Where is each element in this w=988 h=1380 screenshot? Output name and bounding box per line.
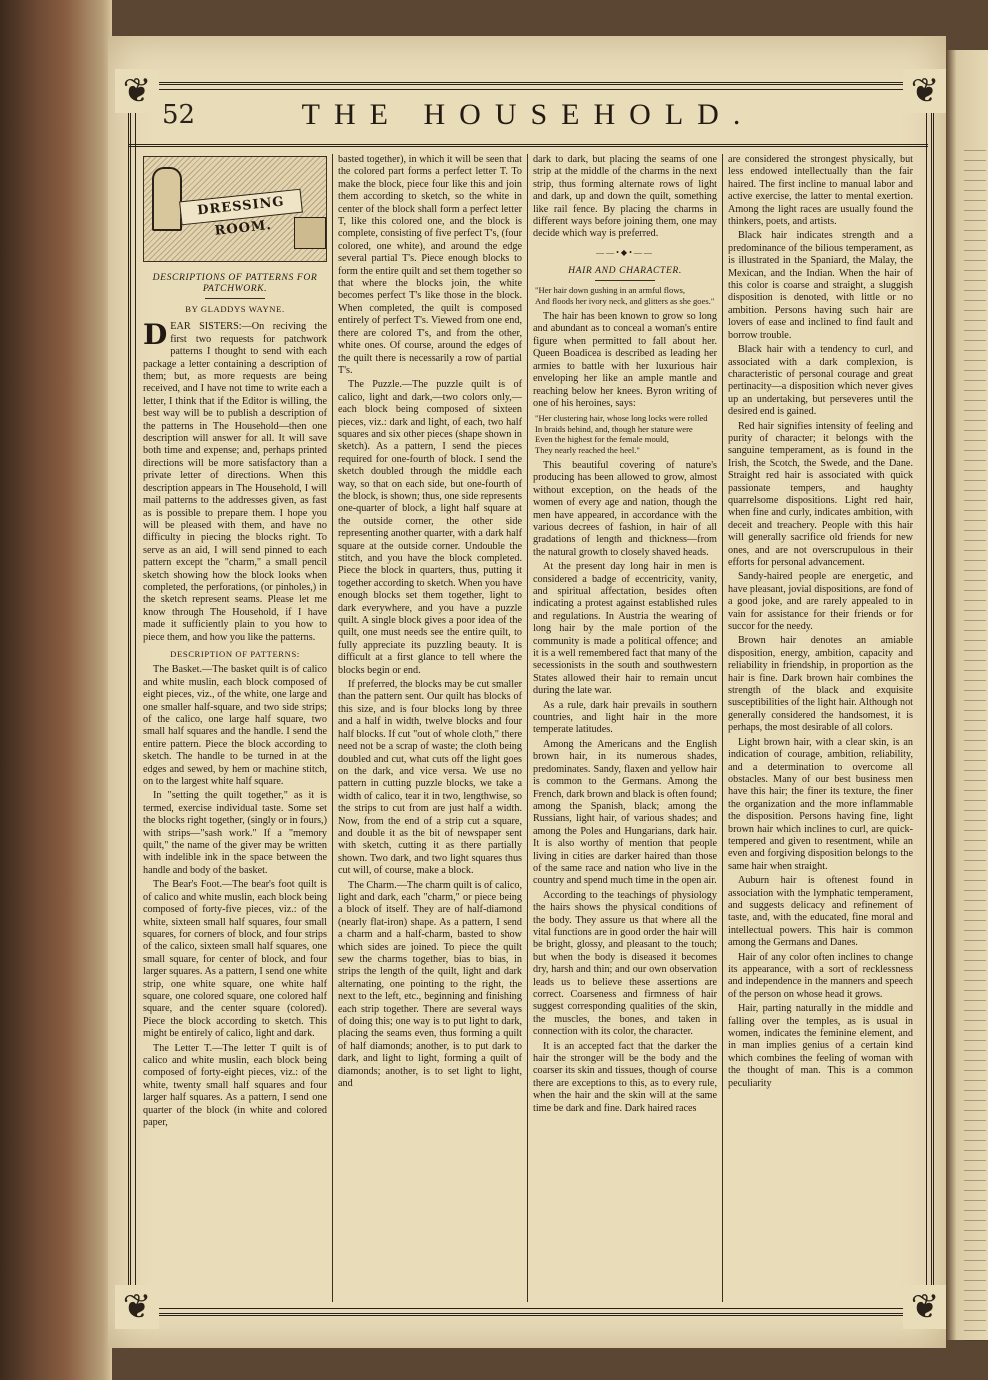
paragraph: dark to dark, but placing the seams of one strip at the middle of the charms in the next strip, thus forming alternate rows of light and dark, up and down the quilt, something like rail fence. By placing the charms in different ways before joining them, one may decide which way is preferred.: [533, 154, 717, 240]
article-title: DESCRIPTIONS OF PATTERNS FOR PATCHWORK.: [152, 272, 318, 294]
verse-line: In braids behind, and, though her stature were: [535, 423, 693, 434]
paragraph: The hair has been known to grow so long and abundant as to conceal a woman's entire figure when permitted to fall about her. Queen Boadicea is described as leading her armies to battle with her luxurious hair enveloping her like an ample mantle and reaching below her knees. Byron writing of one of his heroines, says:: [533, 311, 717, 409]
adjacent-page-edge: [946, 50, 988, 1340]
paragraph: The Charm.—The charm quilt is of calico, light and dark, each "charm," or piece being a block of itself. They are of half-diamond (nearly flat-iron) shape. As a pattern, I send a charm and a half-charm, basted to show which sides are joined. To piece the quilt sew the charms together, bias to bias, in strips the length of the quilt, light and dark alternating, one pointing to the right, the next to the left, etc., beginning and finishing each strip together. There are several ways of doing this; one way is to put light to dark, placing the seams even, thus forming a quilt of half diamonds; another, is to put dark to dark, and light to light, forming a quilt of diamonds; another, is to set light to light, and: [338, 879, 522, 1090]
corner-ornament-icon: ❦: [903, 69, 947, 113]
adjacent-page-text: [964, 150, 986, 1350]
book-binding: [0, 0, 112, 1380]
paragraph: As a rule, dark hair prevails in southern countries, and light hair in the more temperate latitudes.: [533, 699, 717, 736]
masthead: [128, 98, 928, 147]
corner-ornament-icon: ❦: [903, 1285, 947, 1329]
byline: BY GLADDYS WAYNE.: [185, 304, 285, 314]
article-title: HAIR AND CHARACTER.: [568, 265, 682, 277]
paragraph: basted together), in which it will be seen that the colored part forms a perfect letter T. To make the block, piece four like this and join them according to sketch, so the white in center of the block shall form a perfect letter T, like this colored one, and the block is complete, consisting of five perfect T's, (four colored, one white), and around the edge several partial T's. Piece enough blocks to form the entire quilt and set them together so that where the blocks join, the white becomes perfect T's like those in the block. When completed, the quilt is composed entirely of perfect T's. Viewed from one end, there are colored T's, and from the other, white ones. Of course, around the edges of the quilt there is necessarily a row of partial T's.: [338, 154, 522, 376]
paragraph: The Bear's Foot.—The bear's foot quilt is of calico and white muslin, each block being composed of forty-five pieces, viz.: of the white, sixteen small half squares, four small squares, for corners of block, and four strips of the calico, sixteen small half squares, one small square, for center of block, and four larger squares. As a pattern, I send one white strip, one white square, one white half square, one colored square, one colored half square, and the center square (colored). Piece the block according to sketch. This might be entirely of calico, light and dark.: [143, 879, 327, 1040]
column-2: [333, 154, 528, 1302]
paragraph: In "setting the quilt together," as it is termed, exercise individual taste. Some set the blocks right together, (singly or in fours,) with strips—"sash work." If a "memory quilt," the name of the giver may be written with indelible ink in the space between the handle and body of the basket.: [143, 790, 327, 876]
paragraph: Black hair indicates strength and a predominance of the bilious temperament, as is illustrated in the Spaniard, the Malay, the Mexican, and the Indian. When the hair of this color is coarse and straight, a sluggish disposition is denoted, with little or no ambition. Persons having such hair are lovers of ease and inclined to find fault and borrow trouble.: [728, 230, 913, 341]
paragraph: Hair, parting naturally in the middle and falling over the temples, as is usual in women, indicates the feminine element, and in man implies genius of a certain kind which combines the feeling of woman with the thought of man. This is a common peculiarity: [728, 1003, 913, 1089]
paragraph: If preferred, the blocks may be cut smaller than the pattern sent. Our quilt has blocks of this size, and is four blocks long by three and a half in width, twelve blocks and four half blocks. If cut "out of whole cloth," there need not be a scrap of waste; the cloth being doubled and cut, what cuts off the light goes on the dark, and vice versa. We use no pattern in cutting puzzle blocks, we take a width of calico, tear it in two, lengthwise, so the strips to cut from are just half a width. Now, from the end of a strip cut a square, and double it as the bit of newspaper sent with sketch, cutting it as there partially shown. Two dark, and two light squares thus cut will, of course, make a block.: [338, 679, 522, 877]
publication-title: THE HOUSEHOLD.: [301, 98, 755, 131]
paragraph: Red hair signifies intensity of feeling and purity of character; it belongs with the sanguine temperament, as is found in the Irish, the Scotch, the Swede, and the Dane. Straight red hair is associated with quick passionate tempers, and haughty quarrelsome dispositions. Light red hair, when fine and curly, indicates ambition, with deceit and treachery. People with this hair will generally sacrifice old friends for new ones, and are not overscrupulous in their efforts for personal advancement.: [728, 420, 913, 568]
mirror-icon: [152, 167, 182, 231]
vignette-banner: DRESSING ROOM.: [179, 189, 303, 226]
column-1: [138, 154, 333, 1302]
newspaper-page: [108, 36, 946, 1348]
paragraph: The Basket.—The basket quilt is of calico and white muslin, each block composed of eight pieces, viz., of the white, one large and one smaller half-square, and two side strips; of the calico, one large half square, two small half squares and the handle. I send the entire pattern. Piece the block according to sketch. The handle to be turned in at the edges and sewed, by hem or machine stitch, on to the largest white half square.: [143, 664, 327, 788]
divider: [595, 280, 655, 281]
column-3: [528, 154, 723, 1302]
paragraph: This beautiful covering of nature's producing has been allowed to grow, almost without exception, on the heads of the women of every age and nation, though the men have appeared, in accordance with the various decrees of fashion, in hair of all gradations of length and thickness—from the natural growth to closely shaved heads.: [533, 459, 717, 558]
paragraph: It is an accepted fact that the darker the hair the stronger will be the body and the coarser its skin and tissues, though of course there are exceptions to this, as to every rule, when the hair and the skin will at the same time be dark and fine. Dark haired races: [533, 1040, 717, 1114]
verse-line: "Her clustering hair, whose long locks were rolled: [535, 413, 708, 424]
paragraph: Among the Americans and the English brown hair, in its numerous shades, predominates. Sandy, flaxen and yellow hair is common to the Germans. Among the French, dark brown and black is often found; among the Spanish, black; among the Russians, light hair, of various shades; and among the Poles and Hungarians, dark hair. It is also worthy of mention that people living in cities are darker haired than those of the same race and nation who live in the country and spend much time in the open air.: [533, 738, 717, 887]
epigraph: [535, 285, 715, 306]
dressing-room-illustration: [143, 156, 327, 262]
paragraph: Black hair with a tendency to curl, and associated with a dark complexion, is characteristic of personal courage and great pertinacity—a disposition which never gives up an undertaking, but perseveres until the desired end is gained.: [728, 344, 913, 418]
paragraph: Light brown hair, with a clear skin, is an indication of courage, ambition, reliability, and a determination to overcome all obstacles. Many of our best business men have this hair; the finer its texture, the finer the organization and the more inflammable the disposition. Persons having fine, light brown hair which inclines to curl, are quick-tempered and given to resentment, while an even and forgiving disposition belongs to the same hair when straight.: [728, 736, 913, 872]
subheading: DESCRIPTION OF PATTERNS:: [170, 648, 300, 659]
paragraph-text: EAR SISTERS:—On reciving the first two requests for patchwork patterns I thought to send with each package a letter containing a description of them; but, as more requests are being received, and I have not time to write each a letter, I think that if the Editor is willing, the best way will be to publish a description of the patterns in The Household—then one description will answer for all. It will save both time and expense; and, perhaps printed directions will be more satisfactory than a private letter of directions. When this description appears in The Household, I will mail patterns to the addresses given, as fast as is possible to prepare them. I hope you will be pleased with them, and have no difficulty in piecing the blocks right. To serve as an aid, I will send pinned to each pattern except the "charm," a small pencil sketch showing how the block looks when completed, the perforations, (or pinholes,) in the sketch represent seams. Please let me know through The Household, if I have made it sufficiently plain to you how to piece them, and how you like the patterns.: [143, 321, 327, 643]
paragraph: are considered the strongest physically, but less endowed intellectually than the fair haired. The first incline to manual labor and active exercise, the latter to mental exertion. Among the light races are usually found the thinkers, poets, and artists.: [728, 154, 913, 228]
paragraph: Brown hair denotes an amiable disposition, energy, ambition, capacity and reliability in friendship, in proportion as the hair is fine. Dark brown hair combines the strength of the black and exquisite susceptibilities of the light hair. Although not generally considered the handsomest, it is perhaps, the most desirable of all colors.: [728, 635, 913, 734]
paragraph: The Puzzle.—The puzzle quilt is of calico, light and dark,—two colors only,—each block being composed of sixteen pieces, viz.: dark and light, of each, two half squares and six other pieces (shape shown in sketch). As a pattern, I send the pieces required for one-fourth of block. I send the sketch doubled through the middle each way, so that on each side, but one-fourth of the block, is shown; thus, one side represents one-quarter of block, a light half square at the outside corner, the other side representing another quarter, with a dark half square at the outside corner. Undouble the stitch, and you have the block completed. Piece the block in quarters, thus, putting it together according to sketch. When you have enough blocks set them together, light to dark everywhere, and you have a puzzle quilt. A single block gives a poor idea of the quilt, one must needs see the entire quilt, to fully appreciate its puzzling beauty. It is difficult at a first glance to tell where the blocks begin or end.: [338, 379, 522, 676]
verse-line: And floods her ivory neck, and glitters as she goes.": [535, 295, 715, 306]
page-number: 52: [162, 100, 196, 130]
paragraph: Sandy-haired people are energetic, and have pleasant, jovial dispositions, are fond of a good joke, and are rarely appealed to in vain for assistance for their friends or for succor for the needy.: [728, 571, 913, 633]
corner-ornament-icon: ❦: [115, 1285, 159, 1329]
verse-line: "Her hair down gushing in an armful flows,: [535, 285, 686, 296]
dressing-table-icon: [294, 217, 326, 249]
paragraph: According to the teachings of physiology the hairs shows the physical conditions of the body. They assure us that where all the vital functions are in good order the hair will be bright, glossy, and pleasant to the touch; but when the body is diseased it becomes dry, harsh and thin; and our own observation leads us to believe these assertions are correct. Coarseness and firmness of hair suggest corresponding qualities of the skin, the muscles, the bones, and taken in connection with its color, the character.: [533, 889, 717, 1038]
text-columns: [138, 154, 918, 1302]
divider: [205, 298, 265, 299]
paragraph: [143, 318, 327, 644]
drop-cap: D: [143, 318, 168, 352]
epigraph: [535, 413, 715, 455]
separator-ornament-icon: ——•◆•——: [596, 247, 654, 257]
paragraph: At the present day long hair in men is considered a badge of eccentricity, vanity, and spiritual affectation, besides often indicating a protest against established rules and regulations. In Austria the wearing of long hair by the male portion of the community is made a political offence; and it is a well remembered fact that many of the secessionists in the south and southwestern States allowed their hair to remain uncut during the late war.: [533, 561, 717, 697]
paragraph: Auburn hair is oftenest found in association with the lymphatic temperament, and suggests delicacy and refinement of taste, and, with the educated, fine moral and intellectual powers. This hair is common among the Germans and Danes.: [728, 875, 913, 949]
corner-ornament-icon: ❦: [115, 69, 159, 113]
verse-line: Even the highest for the female mould,: [535, 434, 669, 445]
column-4: [723, 154, 918, 1302]
paragraph: The Letter T.—The letter T quilt is of calico and white muslin, each block being composed of forty-eight pieces, viz.: of the white, twenty small half squares and four larger half squares. As a pattern, I send one quarter of the block (in white and colored paper,: [143, 1042, 327, 1128]
paragraph: Hair of any color often inclines to change its appearance, with a sort of recklessness and independence in the manners and speech of the person on whose head it grows.: [728, 951, 913, 1000]
verse-line: They nearly reached the heel.": [535, 444, 640, 455]
